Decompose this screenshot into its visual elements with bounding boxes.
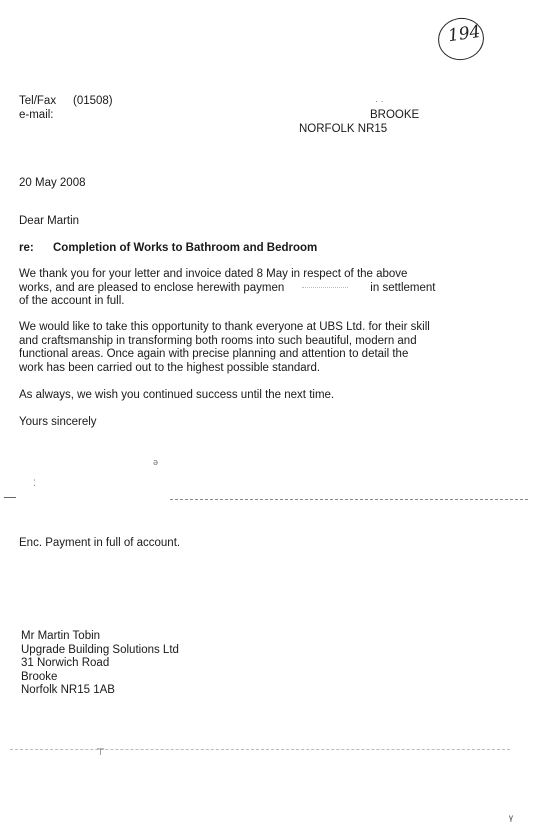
scan-speck: ⁚ [33,478,36,488]
scan-speck: ᵞ [509,812,513,826]
scan-mark [4,497,16,498]
enclosure-note: Enc. Payment in full of account. [19,537,181,549]
sender-town: BROOKE [370,109,420,121]
body-line: of the account in full. [19,295,125,307]
tel-value: (01508) [73,95,113,107]
email-label: e-mail: [19,109,54,121]
body-line: We thank you for your letter and invoice dated 8 May in respect of the above [19,268,408,280]
subject-prefix: re: [19,242,34,254]
closing: Yours sincerely [19,416,97,428]
body-line-part: works, and are pleased to enclose herewith paymen [19,281,285,294]
redacted-amount [302,287,348,288]
salutation: Dear Martin [19,215,80,227]
scan-speck: · · [375,96,384,106]
signature-line [170,499,528,500]
sender-county-postcode: NORFOLK NR15 [299,123,388,135]
address-line: Norfolk NR15 1AB [21,684,115,696]
tel-label: Tel/Fax [19,95,57,107]
address-line: Brooke [21,670,58,683]
scan-speck: ┬ [97,744,105,755]
address-line: 31 Norwich Road [21,657,110,669]
file-number-stamp: 194 [446,21,482,47]
body-line [19,282,459,296]
fold-line [10,749,510,750]
body-line: work has been carried out to the highest possible standard. [19,361,321,374]
body-line: functional areas. Once again with precise planning and attention to detail the [19,348,409,360]
body-paragraph-1 [19,268,459,309]
address-line: Upgrade Building Solutions Ltd [21,643,179,656]
subject-line: Completion of Works to Bathroom and Bedroom [53,242,318,254]
body-line: We would like to take this opportunity to thank everyone at UBS Ltd. for their skill [19,321,430,333]
body-paragraph-2 [19,321,459,375]
recipient-address [21,630,179,698]
scan-speck: ǝ [153,457,159,467]
body-line-part: in settlement [370,281,436,294]
body-line: and craftsmanship in transforming both rooms into such beautiful, modern and [19,334,417,347]
body-paragraph-3: As always, we wish you continued success until the next time. [19,389,335,401]
letter-date: 20 May 2008 [19,177,86,189]
address-line: Mr Martin Tobin [21,630,101,642]
